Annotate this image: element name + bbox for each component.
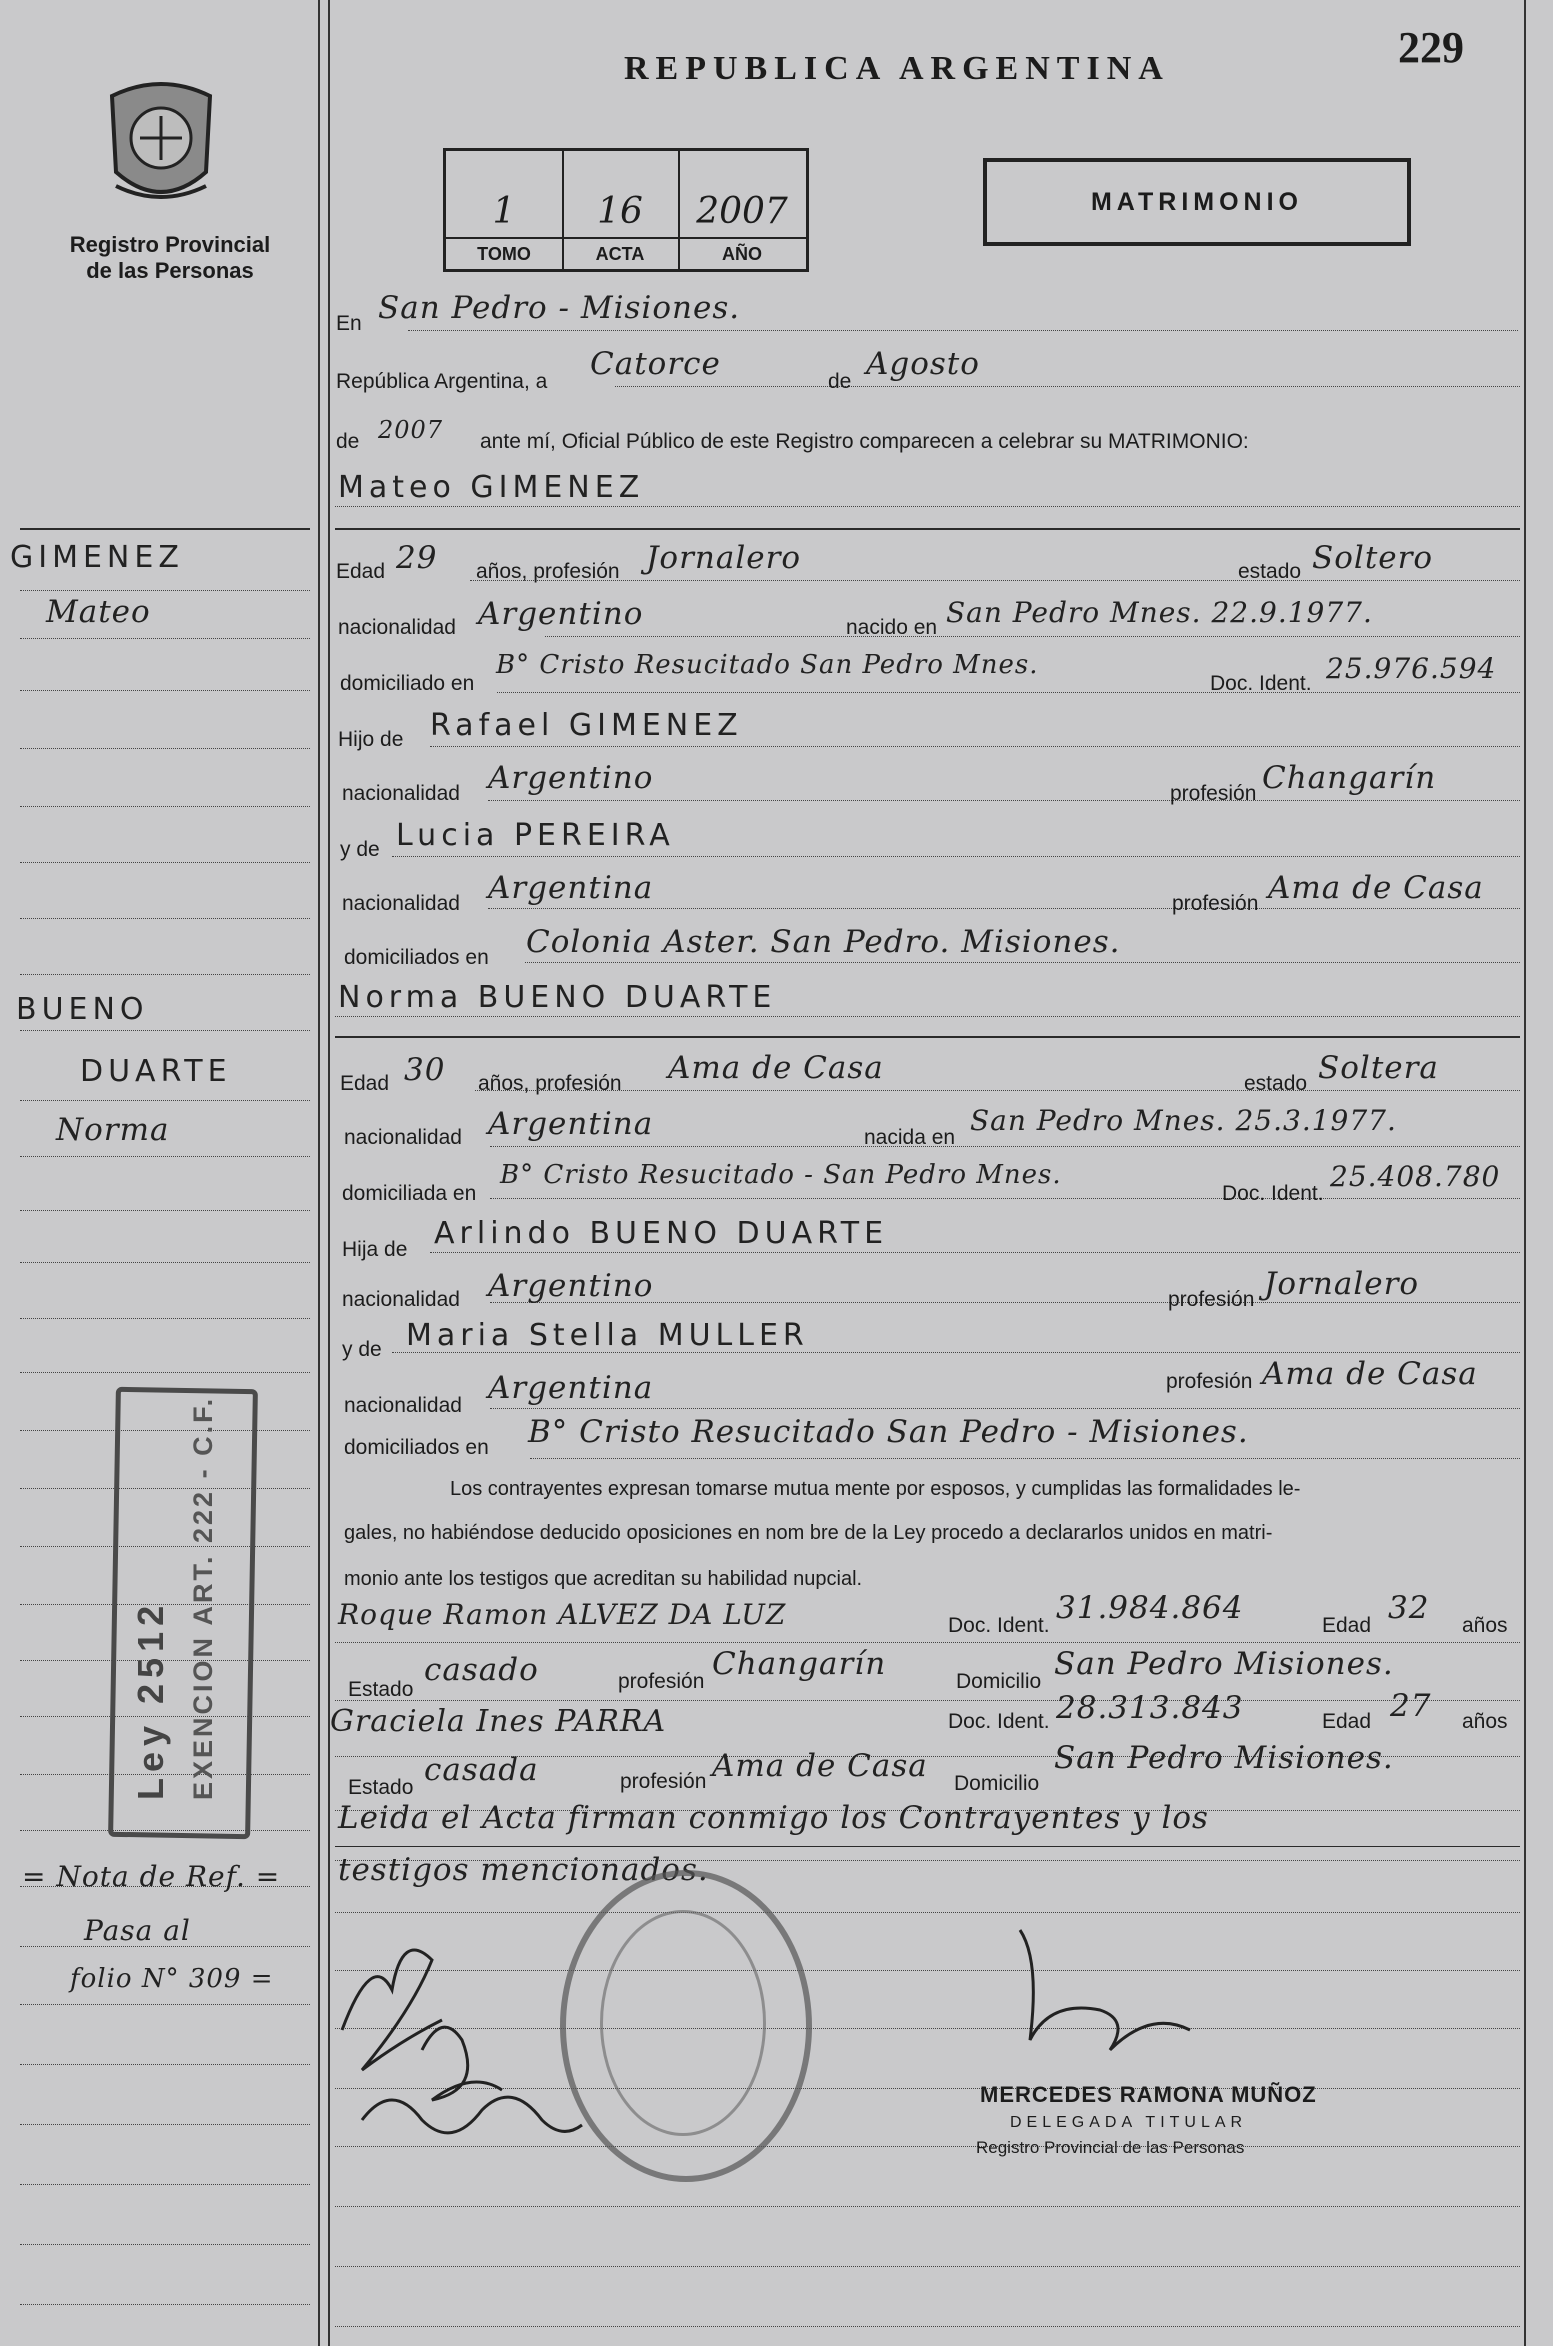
bride-age: 30 xyxy=(404,1052,446,1088)
bride-civil-status: Soltera xyxy=(1318,1050,1439,1086)
right-rule xyxy=(1524,0,1526,2346)
witness2-civil-status: casada xyxy=(424,1752,539,1788)
label-hija: Hija de xyxy=(342,1238,408,1261)
label-mother-profesion: profesión xyxy=(1172,892,1259,915)
acta-value: 16 xyxy=(597,191,643,232)
label-father-profesion: profesión xyxy=(1170,782,1257,805)
witness2-name: Graciela Ines PARRA xyxy=(330,1704,667,1739)
record-type-box: MATRIMONIO xyxy=(983,158,1411,246)
closing-line2: testigos mencionados. xyxy=(338,1852,709,1888)
ano-label: AÑO xyxy=(722,244,762,264)
margin-groom-surname: GIMENEZ xyxy=(10,540,184,575)
groom-address: B° Cristo Resucitado San Pedro Mnes. xyxy=(496,650,1039,680)
margin-groom-given: Mateo xyxy=(46,594,151,630)
coat-of-arms-icon xyxy=(102,76,220,217)
bride-profession: Ama de Casa xyxy=(668,1050,884,1086)
acta-cell xyxy=(562,151,680,269)
ano-cell xyxy=(678,151,806,269)
label-nacido: nacido en xyxy=(846,616,938,639)
label-nacionalidad: nacionalidad xyxy=(338,616,456,639)
label-w2-edad: Edad xyxy=(1322,1710,1372,1733)
groom-mother: Lucia PEREIRA xyxy=(396,818,675,853)
label-w2-domicilio: Domicilio xyxy=(954,1772,1040,1795)
label-de: de xyxy=(828,370,852,393)
label-w1-edad: Edad xyxy=(1322,1614,1372,1637)
label-w2-profesion: profesión xyxy=(620,1770,707,1793)
groom-age: 29 xyxy=(396,540,438,576)
groom-profession: Jornalero xyxy=(646,540,802,576)
label-domiciliado: domiciliado en xyxy=(340,672,475,695)
label-bride-doc: Doc. Ident. xyxy=(1222,1182,1324,1205)
official-office: Registro Provincial de las Personas xyxy=(976,2138,1245,2157)
label-en: En xyxy=(336,312,362,335)
margin-bride-given: Norma xyxy=(56,1112,170,1148)
margin-note-line1: = Nota de Ref. = xyxy=(22,1860,281,1893)
bride-mother-profession: Ama de Casa xyxy=(1262,1356,1478,1392)
label-bride-edad: Edad xyxy=(340,1072,390,1095)
label-doc: Doc. Ident. xyxy=(1210,672,1312,695)
label-w1-anos: años xyxy=(1462,1614,1508,1637)
stamp-law: Ley 2512 xyxy=(130,1599,171,1800)
witness2-address: San Pedro Misiones. xyxy=(1054,1740,1394,1776)
label-w1-doc: Doc. Ident. xyxy=(948,1614,1050,1637)
groom-father: Rafael GIMENEZ xyxy=(430,708,743,743)
label-bride-father-nacionalidad: nacionalidad xyxy=(342,1288,460,1311)
label-de-year: de xyxy=(336,430,360,453)
groom-father-profession: Changarín xyxy=(1262,760,1437,796)
official-seal-inner-icon xyxy=(600,1910,766,2136)
label-father-nacionalidad: nacionalidad xyxy=(342,782,460,805)
declaration-line3: monio ante los testigos que acreditan su habilidad nupcial. xyxy=(344,1568,863,1590)
signature-scribbles-icon xyxy=(332,1920,592,2165)
label-nacida: nacida en xyxy=(864,1126,956,1149)
label-domiciliados: domiciliados en xyxy=(344,946,489,969)
official-name: MERCEDES RAMONA MUÑOZ xyxy=(980,2082,1317,2107)
groom-parents-address: Colonia Aster. San Pedro. Misiones. xyxy=(526,924,1121,960)
groom-full-name: Mateo GIMENEZ xyxy=(338,470,645,505)
label-w2-estado: Estado xyxy=(348,1776,414,1799)
label-y-de: y de xyxy=(340,838,380,861)
witness1-doc: 31.984.864 xyxy=(1056,1590,1244,1626)
margin-rule-left xyxy=(318,0,320,2346)
label-bride-father-profesion: profesión xyxy=(1168,1288,1255,1311)
bride-doc: 25.408.780 xyxy=(1330,1160,1501,1193)
margin-note-line2: Pasa al xyxy=(84,1914,191,1947)
page-title: REPUBLICA ARGENTINA xyxy=(624,50,1170,87)
official-signature-icon xyxy=(990,1920,1230,2085)
label-hijo: Hijo de xyxy=(338,728,404,751)
bride-mother: Maria Stella MULLER xyxy=(406,1318,809,1353)
groom-doc: 25.976.594 xyxy=(1326,652,1497,685)
declaration-line1: Los contrayentes expresan tomarse mutua mente por esposos, y cumplidas las formalidades le- xyxy=(450,1478,1301,1500)
bride-parents-address: B° Cristo Resucitado San Pedro - Misiones. xyxy=(528,1414,1249,1450)
groom-mother-nationality: Argentina xyxy=(488,870,654,906)
city-value: San Pedro - Misiones. xyxy=(378,290,741,326)
ano-value: 2007 xyxy=(696,191,788,232)
tomo-label: TOMO xyxy=(477,244,531,264)
label-bride-anos: años, profesión xyxy=(478,1072,622,1095)
label-bride-estado: estado xyxy=(1244,1072,1308,1095)
bride-full-name: Norma BUENO DUARTE xyxy=(338,980,777,1015)
bride-mother-nationality: Argentina xyxy=(488,1370,654,1406)
label-bride-mother-nacionalidad: nacionalidad xyxy=(344,1394,462,1417)
official-title: DELEGADA TITULAR xyxy=(1010,2114,1248,2131)
label-bride-nacionalidad: nacionalidad xyxy=(344,1126,462,1149)
witness1-address: San Pedro Misiones. xyxy=(1054,1646,1394,1682)
label-republica: República Argentina, a xyxy=(336,370,548,393)
witness2-profession: Ama de Casa xyxy=(712,1748,928,1784)
label-bride-y-de: y de xyxy=(342,1338,382,1361)
formula-text: ante mí, Oficial Público de este Registro comparecen a celebrar su MATRIMONIO: xyxy=(480,430,1249,453)
stamp-exemption: EXENCION ART. 222 - C.F. xyxy=(188,1395,218,1800)
margin-note-line3: folio N° 309 = xyxy=(70,1964,274,1994)
witness1-civil-status: casado xyxy=(424,1652,539,1688)
label-bride-mother-profesion: profesión xyxy=(1166,1370,1253,1393)
day-value: Catorce xyxy=(590,346,721,382)
label-anos-profesion: años, profesión xyxy=(476,560,620,583)
month-value: Agosto xyxy=(866,346,980,382)
registry-name: Registro Provincial de las Personas xyxy=(69,232,271,283)
witness2-age: 27 xyxy=(1390,1688,1432,1724)
margin-bride-surname1: BUENO xyxy=(16,992,149,1027)
bride-address: B° Cristo Resucitado - San Pedro Mnes. xyxy=(500,1160,1062,1190)
label-domiciliada: domiciliada en xyxy=(342,1182,477,1205)
bride-nationality: Argentina xyxy=(488,1106,654,1142)
groom-birth: San Pedro Mnes. 22.9.1977. xyxy=(946,596,1373,629)
margin-rule-right xyxy=(328,0,330,2346)
witness1-profession: Changarín xyxy=(712,1646,887,1682)
record-grid xyxy=(443,148,809,272)
label-edad: Edad xyxy=(336,560,386,583)
label-w2-anos: años xyxy=(1462,1710,1508,1733)
witness2-doc: 28.313.843 xyxy=(1056,1690,1244,1726)
label-w1-estado: Estado xyxy=(348,1678,414,1701)
groom-civil-status: Soltero xyxy=(1312,540,1434,576)
margin-bride-surname2: DUARTE xyxy=(80,1054,232,1089)
declaration-line2: gales, no habiéndose deducido oposiciones en nom bre de la Ley procedo a declararlos unidos en matri- xyxy=(344,1522,1273,1544)
label-w1-profesion: profesión xyxy=(618,1670,705,1693)
bride-father-profession: Jornalero xyxy=(1264,1266,1420,1302)
groom-mother-profession: Ama de Casa xyxy=(1268,870,1484,906)
label-w2-doc: Doc. Ident. xyxy=(948,1710,1050,1733)
tomo-cell xyxy=(446,151,564,269)
bride-father-nationality: Argentino xyxy=(488,1268,654,1304)
groom-nationality: Argentino xyxy=(478,596,644,632)
bride-birth: San Pedro Mnes. 25.3.1977. xyxy=(970,1104,1397,1137)
bride-father: Arlindo BUENO DUARTE xyxy=(434,1216,889,1251)
tomo-value: 1 xyxy=(492,191,516,232)
label-estado: estado xyxy=(1238,560,1302,583)
acta-label: ACTA xyxy=(595,244,645,264)
label-w1-domicilio: Domicilio xyxy=(956,1670,1042,1693)
witness1-age: 32 xyxy=(1388,1590,1430,1626)
folio-number: 229 xyxy=(1398,23,1464,72)
groom-father-nationality: Argentino xyxy=(488,760,654,796)
label-bride-domiciliados: domiciliados en xyxy=(344,1436,489,1459)
closing-line1: Leida el Acta firman conmigo los Contrayentes y los xyxy=(338,1800,1209,1836)
label-mother-nacionalidad: nacionalidad xyxy=(342,892,460,915)
year-value: 2007 xyxy=(378,416,444,444)
witness1-name: Roque Ramon ALVEZ DA LUZ xyxy=(338,1598,787,1631)
